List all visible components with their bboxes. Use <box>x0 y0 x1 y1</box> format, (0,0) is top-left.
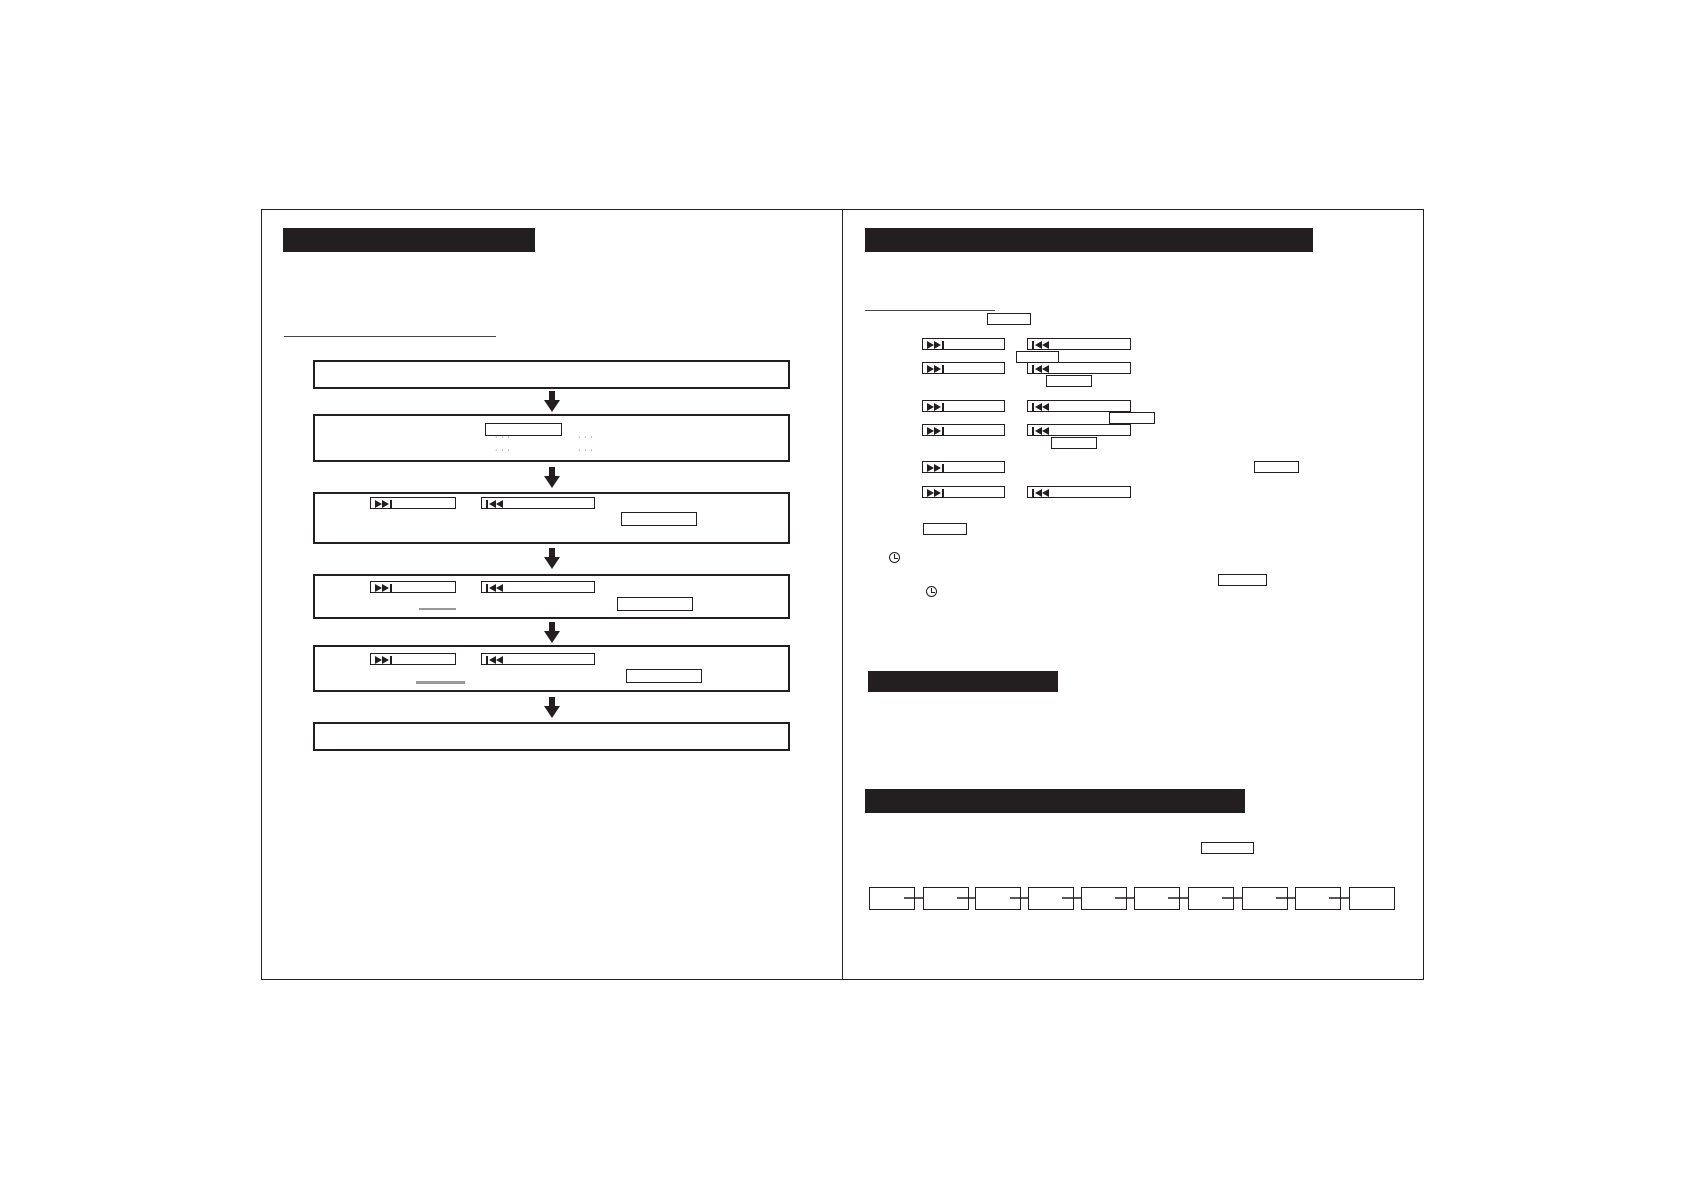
next-track-icon <box>375 500 397 508</box>
next-track-icon <box>927 427 949 435</box>
previous-track-icon <box>1032 403 1054 411</box>
flow-arrow-2 <box>544 467 560 489</box>
next-track-icon <box>927 464 949 472</box>
mode-button-ref-8[interactable] <box>1218 574 1267 586</box>
next-button[interactable] <box>370 653 456 665</box>
next-button[interactable] <box>922 362 1005 374</box>
clock-icon <box>889 552 900 563</box>
flow-arrow-1 <box>544 391 560 413</box>
previous-button[interactable] <box>481 581 595 593</box>
next-button[interactable] <box>370 497 456 509</box>
step-3-display <box>621 512 697 526</box>
mode-button-ref-9[interactable] <box>1201 842 1254 854</box>
mode-button-ref-1[interactable] <box>987 313 1031 325</box>
next-track-icon <box>927 341 949 349</box>
next-button[interactable] <box>922 400 1005 412</box>
step-5-indicator-line <box>416 681 465 684</box>
next-track-icon <box>375 584 397 592</box>
left-section-heading-bar <box>283 228 535 252</box>
flow-step-2 <box>313 414 790 462</box>
mode-button-ref-6[interactable] <box>1254 461 1299 473</box>
previous-track-icon <box>1032 489 1054 497</box>
next-track-icon <box>927 403 949 411</box>
previous-button[interactable] <box>481 497 595 509</box>
previous-track-icon <box>1032 427 1054 435</box>
previous-track-icon <box>486 656 508 664</box>
previous-button[interactable] <box>1027 400 1131 412</box>
previous-track-icon <box>486 584 508 592</box>
next-button[interactable] <box>922 338 1005 350</box>
right-section-heading-bar-2 <box>868 671 1058 692</box>
next-track-icon <box>927 365 949 373</box>
sequence-box-10 <box>1349 887 1395 910</box>
flow-arrow-4 <box>544 622 560 644</box>
step-4-indicator-line <box>419 608 456 610</box>
next-button[interactable] <box>922 424 1005 436</box>
flow-step-6 <box>313 722 790 751</box>
next-button[interactable] <box>370 581 456 593</box>
clock-icon <box>926 586 937 597</box>
mode-button-ref-3[interactable] <box>1046 375 1092 387</box>
mode-button-ref-5[interactable] <box>1051 437 1097 449</box>
mode-button-ref-7[interactable] <box>923 523 967 535</box>
step-4-display <box>617 597 693 611</box>
step-5-display <box>626 669 702 683</box>
blinking-digits-left-bottom: · · · <box>495 447 511 454</box>
right-section-heading-bar <box>865 228 1313 252</box>
previous-button[interactable] <box>1027 338 1131 350</box>
previous-track-icon <box>486 500 508 508</box>
flow-arrow-5 <box>544 697 560 719</box>
previous-button[interactable] <box>1027 362 1131 374</box>
previous-track-icon <box>1032 365 1054 373</box>
next-track-icon <box>927 489 949 497</box>
right-subheading-underline <box>865 310 995 311</box>
blinking-digits-right-bottom: · · · <box>578 447 594 454</box>
previous-button[interactable] <box>1027 424 1131 436</box>
mode-button-ref-4[interactable] <box>1109 412 1155 424</box>
blinking-digits-right-top: · · · <box>578 434 594 441</box>
next-button[interactable] <box>922 486 1005 498</box>
previous-button[interactable] <box>481 653 595 665</box>
left-subheading-underline <box>284 336 496 337</box>
previous-button[interactable] <box>1027 486 1131 498</box>
right-section-heading-bar-3 <box>865 789 1245 813</box>
flow-step-1 <box>313 360 790 389</box>
next-track-icon <box>375 656 397 664</box>
previous-track-icon <box>1032 341 1054 349</box>
blinking-digits-left-top: · · · <box>495 434 511 441</box>
flow-arrow-3 <box>544 548 560 570</box>
next-button[interactable] <box>922 461 1005 473</box>
